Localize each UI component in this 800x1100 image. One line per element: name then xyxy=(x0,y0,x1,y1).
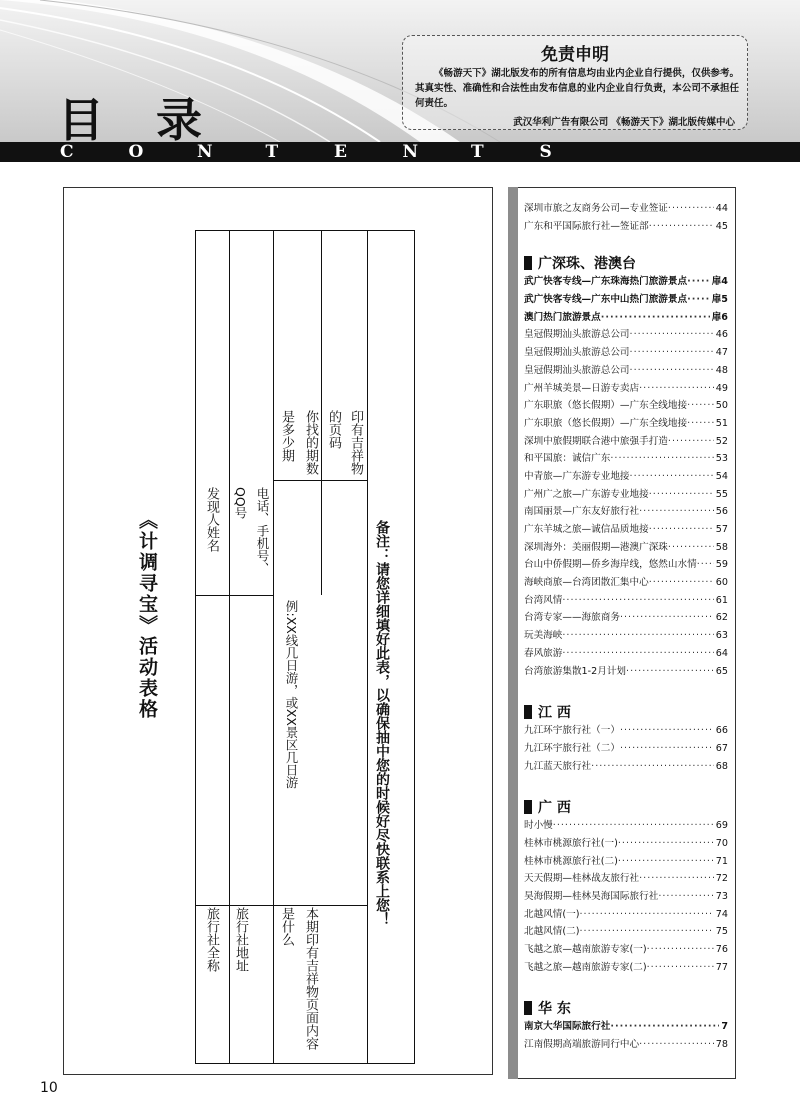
toc-leader-dots xyxy=(649,521,714,539)
toc-leader-dots xyxy=(639,1036,714,1054)
toc-entry[interactable] xyxy=(524,486,728,504)
toc-leader-dots xyxy=(668,433,714,451)
toc-entry-title: 九江环宇旅行社（一） xyxy=(524,725,620,737)
toc-leader-dots xyxy=(647,941,714,959)
finder-name-label: 发现人姓名 xyxy=(204,487,219,552)
toc-leader-dots xyxy=(579,923,713,941)
toc-entry-title: 广东羊城之旅—诚信品质地接 xyxy=(524,524,649,535)
toc-entry[interactable] xyxy=(524,309,728,327)
toc-leader-dots xyxy=(562,627,713,645)
toc-section-heading xyxy=(524,253,728,273)
form-divider xyxy=(195,905,367,906)
toc-entry-title: 时小慢 xyxy=(524,820,553,832)
toc-entry[interactable] xyxy=(524,835,728,853)
contents-letter: N xyxy=(402,142,419,162)
toc-leader-dots xyxy=(697,556,714,574)
toc-entry-page: 49 xyxy=(715,382,728,394)
toc-leader-dots xyxy=(620,609,714,627)
agency-name-label: 旅行社全称 xyxy=(204,907,219,972)
toc-entry[interactable] xyxy=(524,959,728,977)
toc-entry-title: 南京大华国际旅行社 xyxy=(524,1021,611,1033)
toc-entry-title: 台山中侨假期—侨乡海岸线，悠然山水情 xyxy=(524,559,697,571)
contents-letter: E xyxy=(334,142,347,162)
toc-entry-title: 台湾风情 xyxy=(524,594,563,606)
toc-leader-dots xyxy=(562,592,713,610)
toc-entry-page: 56 xyxy=(715,506,728,518)
toc-leader-dots xyxy=(687,397,714,415)
toc-entry-title: 广东职旅（悠长假期）—广东全线地接 xyxy=(524,417,688,429)
toc-entry-page: 7 xyxy=(721,1021,728,1033)
toc-leader-dots xyxy=(618,835,714,853)
toc-leader-dots xyxy=(601,309,710,327)
toc-leader-dots xyxy=(649,218,714,236)
form-divider xyxy=(367,230,368,1064)
toc-entry[interactable] xyxy=(524,740,728,758)
toc-entry-page: 58 xyxy=(715,541,728,553)
toc-entry[interactable] xyxy=(524,556,728,574)
toc-entry-page: 64 xyxy=(715,647,728,659)
toc-entry[interactable] xyxy=(524,503,728,521)
page-number: 10 xyxy=(40,1080,58,1096)
toc-entry-title: 澳门热门旅游景点 xyxy=(524,311,601,323)
toc-leader-dots xyxy=(687,415,714,433)
toc-entry-page: 59 xyxy=(715,559,728,571)
contents-letter: C xyxy=(60,142,74,162)
toc-entry-title: 玩美海峡 xyxy=(524,630,563,642)
toc-leader-dots xyxy=(591,758,714,776)
toc-entry-page: 62 xyxy=(715,612,728,624)
toc-entry-page: 63 xyxy=(715,630,728,642)
toc-entry-title: 深圳海外：美丽假期—港澳广深珠 xyxy=(524,541,668,553)
toc-entry-page: 46 xyxy=(715,329,728,341)
toc-entry[interactable] xyxy=(524,758,728,776)
toc-entry[interactable] xyxy=(524,344,728,362)
form-divider xyxy=(195,595,273,596)
disclaimer-signature: 武汉华利广告有限公司 《畅游天下》湖北版传媒中心 xyxy=(513,117,735,128)
toc-section-heading xyxy=(524,797,728,817)
table-of-contents xyxy=(524,200,728,1054)
toc-entry[interactable] xyxy=(524,362,728,380)
toc-entry-title: 广东和平国际旅行社—签证部 xyxy=(524,220,649,232)
toc-leader-dots xyxy=(626,663,714,681)
toc-entry-title: 皇冠假期汕头旅游总公司 xyxy=(524,347,630,359)
toc-leader-dots xyxy=(639,870,714,888)
toc-entry-title: 广东职旅（悠长假期）—广东全线地接 xyxy=(524,400,688,412)
toc-entry-page: 52 xyxy=(715,435,728,447)
toc-entry[interactable] xyxy=(524,870,728,888)
toc-entry[interactable] xyxy=(524,1036,728,1054)
toc-entry[interactable] xyxy=(524,200,728,218)
toc-leader-dots xyxy=(620,722,714,740)
toc-entry[interactable] xyxy=(524,722,728,740)
form-note: 备注：请您详细填好此表，以确保抽中您的时候好尽快联系上您！ xyxy=(374,520,390,926)
toc-entry-title: 桂林市桃源旅行社(一) xyxy=(524,837,618,849)
disclaimer-box xyxy=(402,35,748,130)
toc-entry-title: 深圳中旅假期联合港中旅强手打造 xyxy=(524,435,668,447)
toc-leader-dots xyxy=(630,344,714,362)
toc-leader-dots xyxy=(668,539,714,557)
toc-leader-dots xyxy=(610,1018,719,1036)
toc-section-heading xyxy=(524,702,728,722)
form-divider xyxy=(273,480,367,481)
toc-leader-dots xyxy=(649,574,714,592)
section-marker-icon xyxy=(524,800,532,814)
toc-entry-page: 45 xyxy=(715,220,728,232)
toc-entry[interactable] xyxy=(524,218,728,236)
toc-entry-title: 南国丽景—广东友好旅行社 xyxy=(524,506,640,518)
toc-section-name: 广深珠、港澳台 xyxy=(538,256,636,273)
page-title: 目 录 xyxy=(58,93,221,142)
toc-entry-title: 广州广之旅—广东游专业地接 xyxy=(524,488,649,500)
toc-entry-page: 73 xyxy=(715,891,728,902)
form-title: 《计调寻宝》活动表格 xyxy=(136,510,158,720)
toc-leader-dots xyxy=(630,468,714,486)
toc-entry-page: 48 xyxy=(715,364,728,376)
toc-panel-bar xyxy=(508,187,518,1079)
toc-entry-page: 77 xyxy=(715,961,728,973)
toc-entry-page: 57 xyxy=(715,524,728,535)
toc-leader-dots xyxy=(687,273,710,291)
toc-entry-page: 54 xyxy=(715,470,728,482)
toc-leader-dots xyxy=(553,817,714,835)
toc-leader-dots xyxy=(639,503,714,521)
toc-leader-dots xyxy=(639,380,714,398)
toc-entry-title: 武广快客专线—广东中山热门旅游景点 xyxy=(524,294,688,306)
toc-entry[interactable] xyxy=(524,574,728,592)
toc-entry-page: 66 xyxy=(715,725,728,737)
toc-entry-page: 扉6 xyxy=(711,311,728,323)
toc-leader-dots xyxy=(579,906,713,924)
toc-entry-title: 江南假期高端旅游同行中心 xyxy=(524,1039,640,1051)
toc-leader-dots xyxy=(630,362,714,380)
toc-entry[interactable] xyxy=(524,273,728,291)
toc-entry[interactable] xyxy=(524,397,728,415)
toc-leader-dots xyxy=(668,200,714,218)
toc-entry-title: 和平国旅：诚信广东 xyxy=(524,453,611,465)
contents-letter: T xyxy=(265,142,279,162)
toc-entry-page: 50 xyxy=(715,400,728,412)
toc-entry-title: 皇冠假期汕头旅游总公司 xyxy=(524,364,630,376)
toc-entry[interactable] xyxy=(524,609,728,627)
contents-letter: O xyxy=(128,142,144,162)
toc-entry-title: 九江环宇旅行社（二） xyxy=(524,742,620,754)
disclaimer-title: 免责申明 xyxy=(541,45,609,65)
toc-entry-title: 昊海假期—桂林昊海国际旅行社 xyxy=(524,891,659,902)
toc-entry-title: 北越风情(二) xyxy=(524,926,580,938)
toc-entry-title: 海峡商旅—台湾团散汇集中心 xyxy=(524,577,649,589)
toc-entry-title: 广州羊城美景—日游专卖店 xyxy=(524,382,640,394)
toc-entry-title: 台湾旅游集散1-2月计划 xyxy=(524,665,627,677)
toc-leader-dots xyxy=(658,888,713,906)
toc-leader-dots xyxy=(687,291,710,309)
toc-section-heading xyxy=(524,998,728,1018)
toc-entry-page: 53 xyxy=(715,453,728,465)
issue-number-label: 你找的期数是多少期 xyxy=(279,410,318,475)
toc-entry[interactable] xyxy=(524,1018,728,1036)
toc-entry-title: 飞越之旅—越南旅游专家(一) xyxy=(524,944,647,956)
toc-entry[interactable] xyxy=(524,415,728,433)
toc-section-name: 广 西 xyxy=(538,800,571,817)
toc-entry-title: 九江蓝天旅行社 xyxy=(524,760,592,772)
toc-leader-dots xyxy=(562,645,713,663)
page-number-label: 印有吉祥物的页码 xyxy=(326,410,363,475)
toc-entry-page: 69 xyxy=(715,820,728,832)
toc-section-name: 华 东 xyxy=(538,1001,571,1018)
toc-entry-page: 74 xyxy=(715,908,728,920)
toc-entry[interactable] xyxy=(524,380,728,398)
section-marker-icon xyxy=(524,705,532,719)
toc-entry[interactable] xyxy=(524,450,728,468)
toc-entry[interactable] xyxy=(524,539,728,557)
toc-entry-page: 75 xyxy=(715,926,728,938)
mascot-content-label: 本期印有吉祥物页面内容是什么 xyxy=(279,907,318,1050)
toc-entry-page: 67 xyxy=(715,742,728,754)
toc-leader-dots xyxy=(649,486,714,504)
contents-bar xyxy=(0,142,800,162)
toc-entry-page: 扉5 xyxy=(711,294,728,306)
toc-entry[interactable] xyxy=(524,433,728,451)
toc-entry-page: 71 xyxy=(715,855,728,867)
toc-leader-dots xyxy=(618,853,714,871)
toc-entry-page: 51 xyxy=(715,417,728,429)
toc-entry[interactable] xyxy=(524,941,728,959)
toc-entry-page: 68 xyxy=(715,760,728,772)
toc-entry[interactable] xyxy=(524,923,728,941)
toc-entry[interactable] xyxy=(524,468,728,486)
header-banner xyxy=(0,0,800,142)
toc-entry[interactable] xyxy=(524,291,728,309)
toc-entry-title: 飞越之旅—越南旅游专家(二) xyxy=(524,961,647,973)
disclaimer-body: 《畅游天下》湖北版发布的所有信息均由业内企业自行提供，仅供参考。其真实性、准确性和合法性由发布信息的业内企业自行负责，本公司不承担任何责任。 xyxy=(415,68,739,109)
toc-entry-title: 天天假期—桂林战友旅行社 xyxy=(524,873,640,885)
toc-entry[interactable] xyxy=(524,521,728,539)
toc-entry[interactable] xyxy=(524,853,728,871)
toc-entry-page: 47 xyxy=(715,347,728,359)
toc-entry[interactable] xyxy=(524,888,728,906)
toc-entry-title: 台湾专家——海旅商务 xyxy=(524,612,620,624)
toc-entry-page: 65 xyxy=(715,665,728,677)
agency-address-label: 旅行社地址 xyxy=(233,907,248,972)
toc-entry-page: 61 xyxy=(715,594,728,606)
toc-section-name: 江 西 xyxy=(538,705,571,722)
toc-entry-title: 中青旅—广东游专业地接 xyxy=(524,470,630,482)
toc-leader-dots xyxy=(610,450,713,468)
section-marker-icon xyxy=(524,1001,532,1015)
toc-entry-page: 扉4 xyxy=(711,276,728,288)
toc-leader-dots xyxy=(630,326,714,344)
toc-leader-dots xyxy=(647,959,714,977)
toc-entry[interactable] xyxy=(524,627,728,645)
toc-entry-page: 60 xyxy=(715,577,728,589)
contact-label: 电话、手机号、QQ号 xyxy=(233,487,270,575)
toc-entry-page: 72 xyxy=(715,873,728,885)
toc-entry-title: 春风旅游 xyxy=(524,647,563,659)
toc-entry-title: 北越风情(一) xyxy=(524,908,580,920)
toc-entry[interactable] xyxy=(524,906,728,924)
toc-entry-title: 皇冠假期汕头旅游总公司 xyxy=(524,329,630,341)
toc-entry[interactable] xyxy=(524,663,728,681)
toc-entry-page: 55 xyxy=(715,488,728,500)
toc-entry[interactable] xyxy=(524,817,728,835)
toc-entry-title: 桂林市桃源旅行社(二) xyxy=(524,855,618,867)
toc-entry-page: 44 xyxy=(715,203,728,214)
contents-letter: N xyxy=(197,142,213,162)
toc-entry-page: 78 xyxy=(715,1039,728,1051)
content-example: 例:XX线几日游，或XX景区几日游 xyxy=(284,600,299,789)
toc-entry-page: 70 xyxy=(715,837,728,849)
toc-entry[interactable] xyxy=(524,645,728,663)
toc-entry-page: 76 xyxy=(715,944,728,956)
toc-entry-title: 深圳市旅之友商务公司—专业签证 xyxy=(524,203,668,214)
toc-entry[interactable] xyxy=(524,592,728,610)
toc-entry-title: 武广快客专线—广东珠海热门旅游景点 xyxy=(524,276,688,288)
contents-letter: T xyxy=(471,142,484,162)
toc-entry[interactable] xyxy=(524,326,728,344)
section-marker-icon xyxy=(524,256,532,270)
toc-leader-dots xyxy=(620,740,714,758)
contents-letter: S xyxy=(539,142,552,162)
